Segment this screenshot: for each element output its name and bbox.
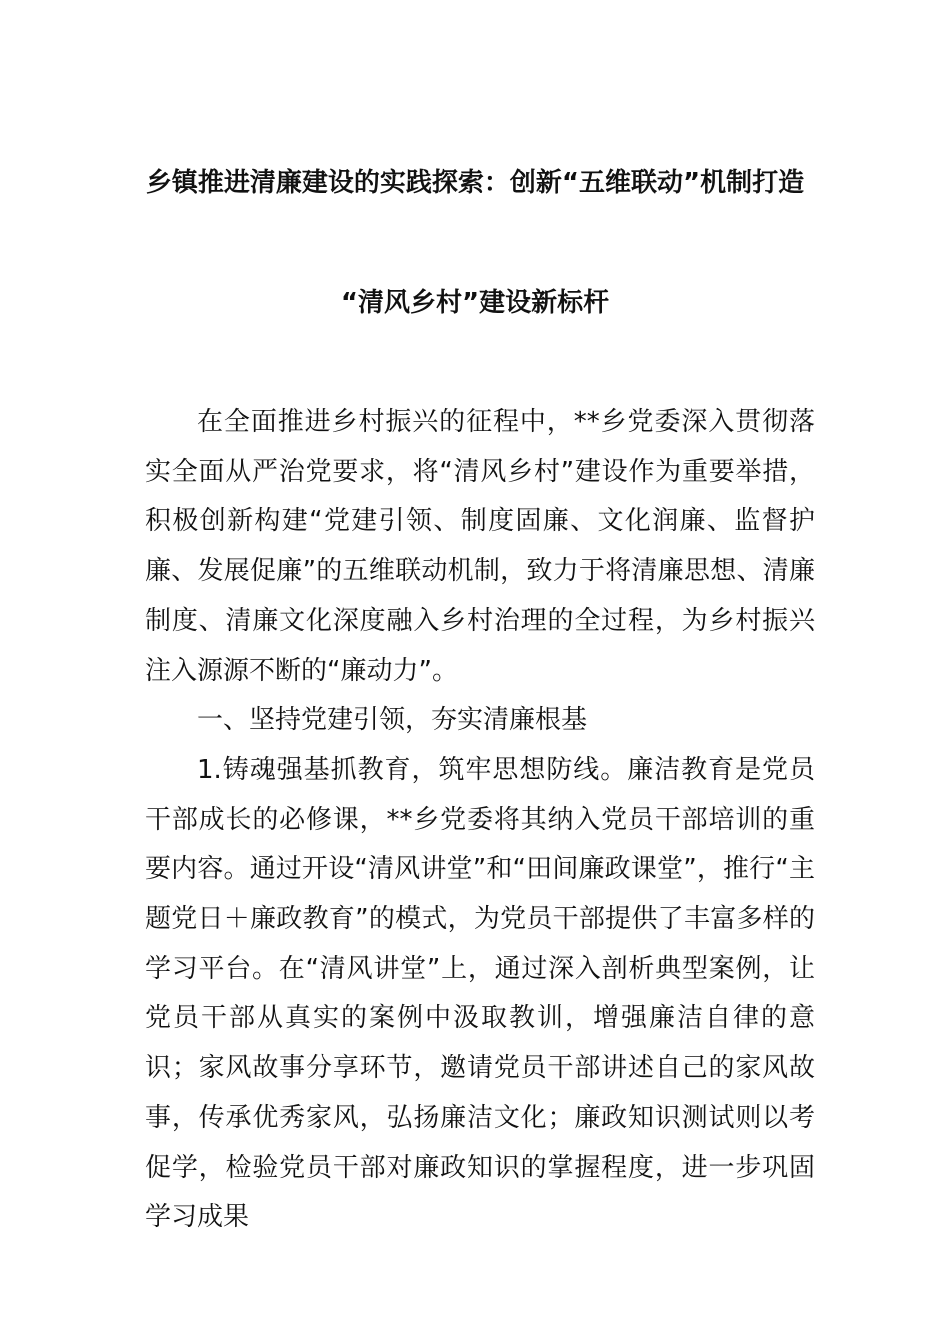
section-heading: 一、坚持党建引领，夯实清廉根基 — [197, 705, 588, 736]
document-body — [145, 398, 815, 1243]
document-title-line-1: 乡镇推进清廉建设的实践探索：创新“五维联动”机制打造 — [145, 168, 805, 198]
body-paragraph: 1.铸魂强基抓教育，筑牢思想防线。廉洁教育是党员干部成长的必修课，**乡党委将其纳入党员干部培训的重要内容。通过开设“清风讲堂”和“田间廉政课堂”，推行“主题党日＋廉政教育”的模式，为党员干部提供了丰富多样的学习平台。在“清风讲堂”上，通过深入剖析典型案例，让党员干部从真实的案例中汲取教训，增强廉洁自律的意识；家风故事分享环节，邀请党员干部讲述自己的家风故事，传承优秀家风，弘扬廉洁文化；廉政知识测试则以考促学，检验党员干部对廉政知识的掌握程度，进一步巩固学习成果 — [145, 754, 815, 1233]
document-title-line-2: “清风乡村”建设新标杆 — [340, 288, 610, 318]
intro-paragraph: 在全面推进乡村振兴的征程中，**乡党委深入贯彻落实全面从严治党要求，将“清风乡村”建设作为重要举措，积极创新构建“党建引领、制度固廉、文化润廉、监督护廉、发展促廉”的五维联动机制，致力于将清廉思想、清廉制度、清廉文化深度融入乡村治理的全过程，为乡村振兴注入源源不断的“廉动力”。 — [145, 407, 815, 686]
